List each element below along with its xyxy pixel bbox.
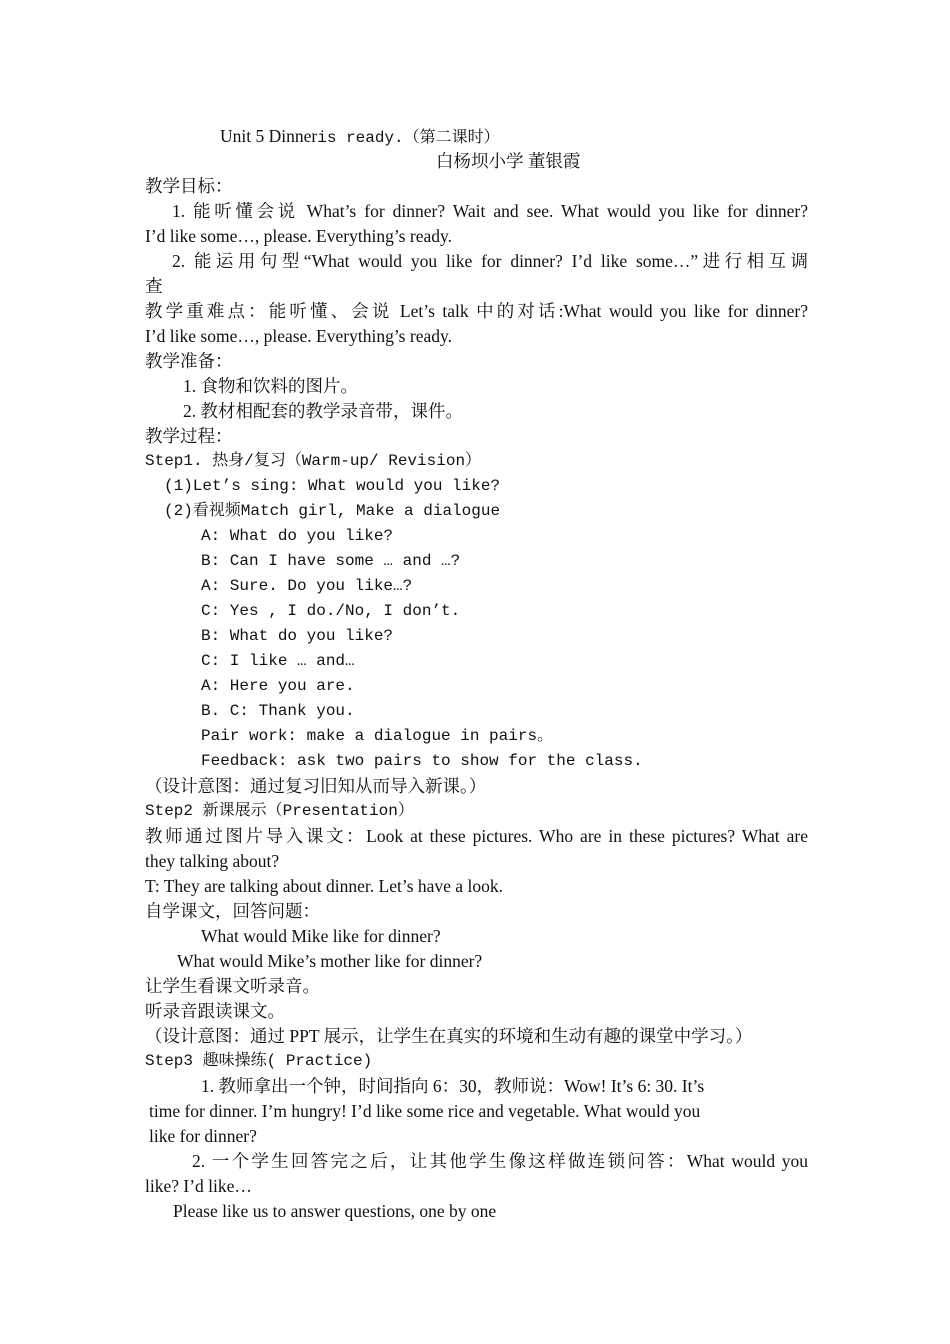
title-text-a: Unit 5 Dinner	[220, 126, 318, 146]
dialogue-line: A: Sure. Do you like…?	[201, 577, 413, 595]
doc-title	[220, 124, 500, 151]
step1-item-1: (1)Let’s sing: What would you like?	[164, 477, 501, 495]
dialogue-line: B: What do you like?	[201, 627, 394, 645]
dialogue-line: C: Yes , I do./No, I don’t.	[201, 602, 461, 620]
step1-item-2: (2)看视频Match girl, Make a dialogue	[164, 502, 501, 520]
step1-heading: Step1. 热身/复习（Warm-up/ Revision）	[145, 452, 482, 470]
section-heading-process: 教学过程：	[145, 426, 233, 446]
step2-teacher-line: T: They are talking about dinner. Let’s have a look.	[145, 876, 503, 896]
dialogue-line: B. C: Thank you.	[201, 702, 355, 720]
step3-item-1-line-2: time for dinner. I’m hungry! I’d like some rice and vegetable. What would you	[149, 1101, 701, 1121]
section-heading-objectives: 教学目标：	[145, 176, 233, 196]
step2-question-1: What would Mike like for dinner?	[201, 926, 441, 946]
preparation-item-2: 2. 教材相配套的教学录音带，课件。	[183, 401, 463, 421]
step3-item-2-line-1: 2. 一个学生回答完之后，让其他学生像这样做连锁问答：What would you	[192, 1151, 808, 1171]
key-points-line-1: 教学重难点：能听懂、会说 Let’s talk 中的对话:What would you like for dinner?	[145, 301, 808, 321]
feedback-line: Feedback: ask two pairs to show for the class.	[201, 752, 643, 770]
objective-2-line-1: 2. 能运用句型“What would you like for dinner? I’d like some…”进行相互调	[172, 251, 808, 271]
step3-item-2-line-2: like? I’d like…	[145, 1176, 252, 1196]
dialogue-line: A: Here you are.	[201, 677, 355, 695]
step2-read-along: 听录音跟读课文。	[145, 1001, 285, 1021]
dialogue-line: A: What do you like?	[201, 527, 394, 545]
step2-heading: Step2 新课展示（Presentation）	[145, 802, 414, 820]
objective-1-line-1: 1. 能听懂会说 What’s for dinner? Wait and see. What would you like for dinner?	[172, 201, 808, 221]
step2-listen: 让学生看课文听录音。	[145, 976, 320, 996]
pair-work-line: Pair work: make a dialogue in pairs。	[201, 727, 554, 745]
design-intent-2: （设计意图：通过 PPT 展示，让学生在真实的环境和生动有趣的课堂中学习。）	[145, 1026, 753, 1046]
step3-closing: Please like us to answer questions, one by one	[173, 1201, 497, 1221]
step2-intro-line-1: 教师通过图片导入课文：Look at these pictures. Who are in these pictures? What are	[145, 826, 808, 846]
dialogue-line: B: Can I have some … and …?	[201, 552, 461, 570]
objective-2-line-2: 查	[145, 276, 163, 296]
dialogue-line: C: I like … and…	[201, 652, 355, 670]
step2-self-study: 自学课文，回答问题：	[145, 901, 320, 921]
step3-item-1-line-1: 1. 教师拿出一个钟，时间指向 6：30，教师说：Wow! It’s 6: 30. It’s	[201, 1076, 705, 1096]
step3-heading: Step3 趣味操练( Practice)	[145, 1052, 373, 1070]
objective-1-line-2: I’d like some…, please. Everything’s ready.	[145, 226, 452, 246]
doc-author: 白杨坝小学 董银霞	[436, 151, 581, 171]
title-text-b: is ready.（第二课时）	[317, 129, 500, 147]
step3-item-1-line-3: like for dinner?	[149, 1126, 257, 1146]
preparation-item-1: 1. 食物和饮料的图片。	[183, 376, 358, 396]
design-intent-1: （设计意图：通过复习旧知从而导入新课。）	[145, 776, 487, 796]
key-points-line-2: I’d like some…, please. Everything’s ready.	[145, 326, 452, 346]
step2-intro-line-2: they talking about?	[145, 851, 280, 871]
step2-question-2: What would Mike’s mother like for dinner?	[177, 951, 483, 971]
section-heading-preparation: 教学准备：	[145, 351, 233, 371]
